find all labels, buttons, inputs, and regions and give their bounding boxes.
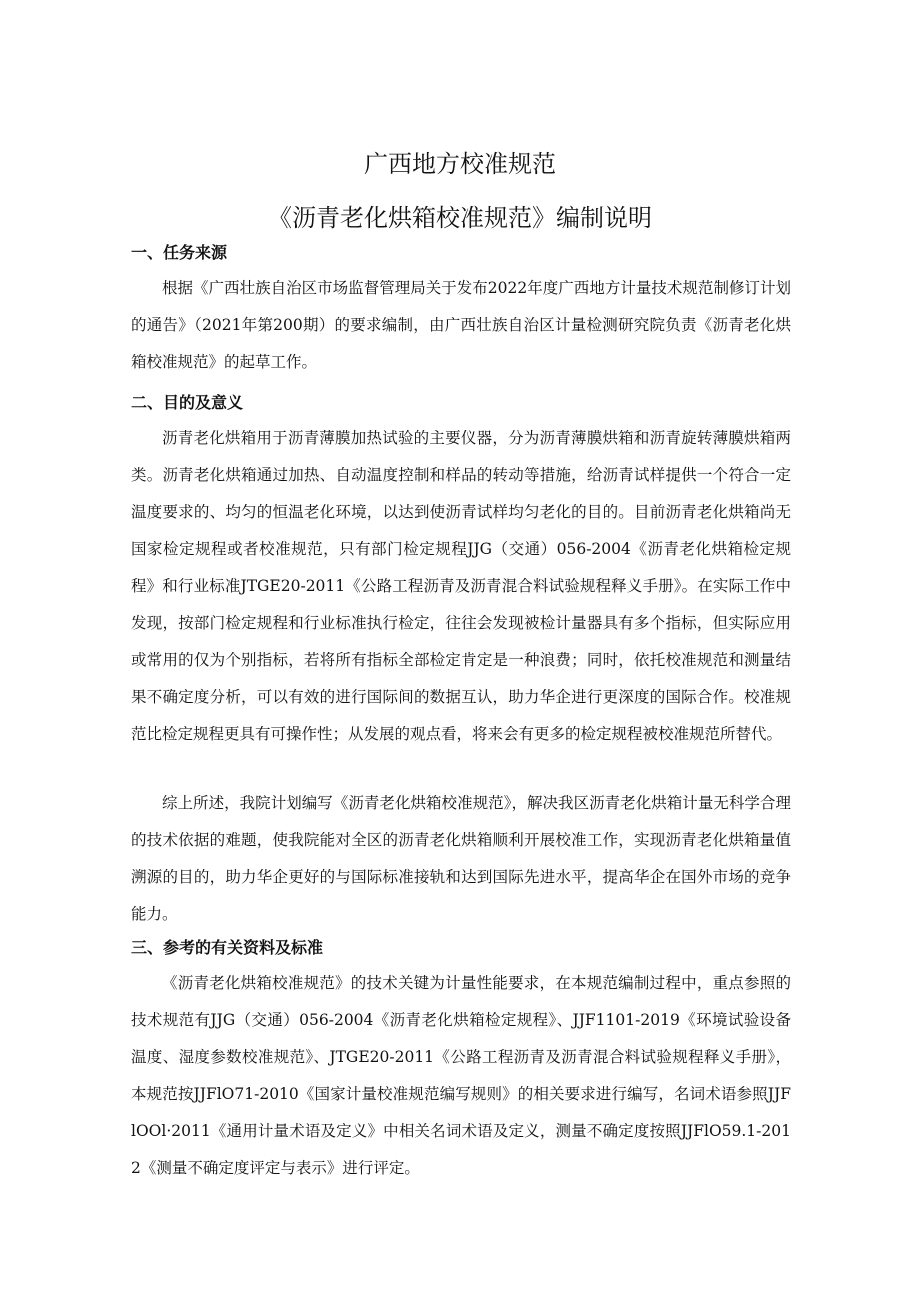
paragraph-purpose-summary: 综上所述，我院计划编写《沥青老化烘箱校准规范》，解决我区沥青老化烘箱计量无科学合理的技术依据的难题，使我院能对全区的沥青老化烘箱顺利开展校准工作，实现沥青老化烘箱量值溯源的目的，助力华企更好的与国际标准接轨和达到国际先进水平，提高华企在国外市场的竞争能力。 <box>131 794 791 923</box>
section-heading-task-source: 一、任务来源 <box>131 243 228 262</box>
document-title: 《沥青老化烘箱校准规范》编制说明 <box>268 204 652 232</box>
section-heading-purpose: 二、目的及意义 <box>131 393 244 412</box>
section-heading-references: 三、参考的有关资料及标准 <box>131 938 324 957</box>
paragraph-task-source: 根据《广西壮族自治区市场监督管理局关于发布2022年度广西地方计量技术规范制修订计划的通告》（2021年第200期）的要求编制，由广西壮族自治区计量检测研究院负责《沥青老化烘箱校准规范》的起草工作。 <box>131 279 791 371</box>
paragraph-references: 《沥青老化烘箱校准规范》的技术关键为计量性能要求，在本规范编制过程中，重点参照的技术规范有JJG（交通）056-2004《沥青老化烘箱检定规程》、JJF1101-2019《环境试验设备温度、湿度参数校准规范》、JTGE20-2011《公路工程沥青及沥青混合料试验规程释义手册》，本规范按JJFlO71-2010《国家计量校准规范编写规则》的相关要求进行编写，名词术语参照JJFlOOl·2011《通用计量术语及定义》中相关名词术语及定义，测量不确定度按照JJFlO59.1-2012《测量不确定度评定与表示》进行评定。 <box>131 974 791 1177</box>
document-category-title: 广西地方校准规范 <box>364 150 556 178</box>
paragraph-purpose-background: 沥青老化烘箱用于沥青薄膜加热试验的主要仪器，分为沥青薄膜烘箱和沥青旋转薄膜烘箱两类。沥青老化烘箱通过加热、自动温度控制和样品的转动等措施，给沥青试样提供一个符合一定温度要求的、均匀的恒温老化环境，以达到使沥青试样均匀老化的目的。目前沥青老化烘箱尚无国家检定规程或者校准规范，只有部门检定规程JJG（交通）056-2004《沥青老化烘箱检定规程》和行业标准JTGE20-2011《公路工程沥青及沥青混合料试验规程释义手册》。在实际工作中发现，按部门检定规程和行业标准执行检定，往往会发现被检计量器具有多个指标，但实际应用或常用的仅为个别指标，若将所有指标全部检定肯定是一种浪费；同时，依托校准规范和测量结果不确定度分析，可以有效的进行国际间的数据互认，助力华企进行更深度的国际合作。校准规范比检定规程更具有可操作性；从发展的观点看，将来会有更多的检定规程被校准规范所替代。 <box>131 429 791 743</box>
